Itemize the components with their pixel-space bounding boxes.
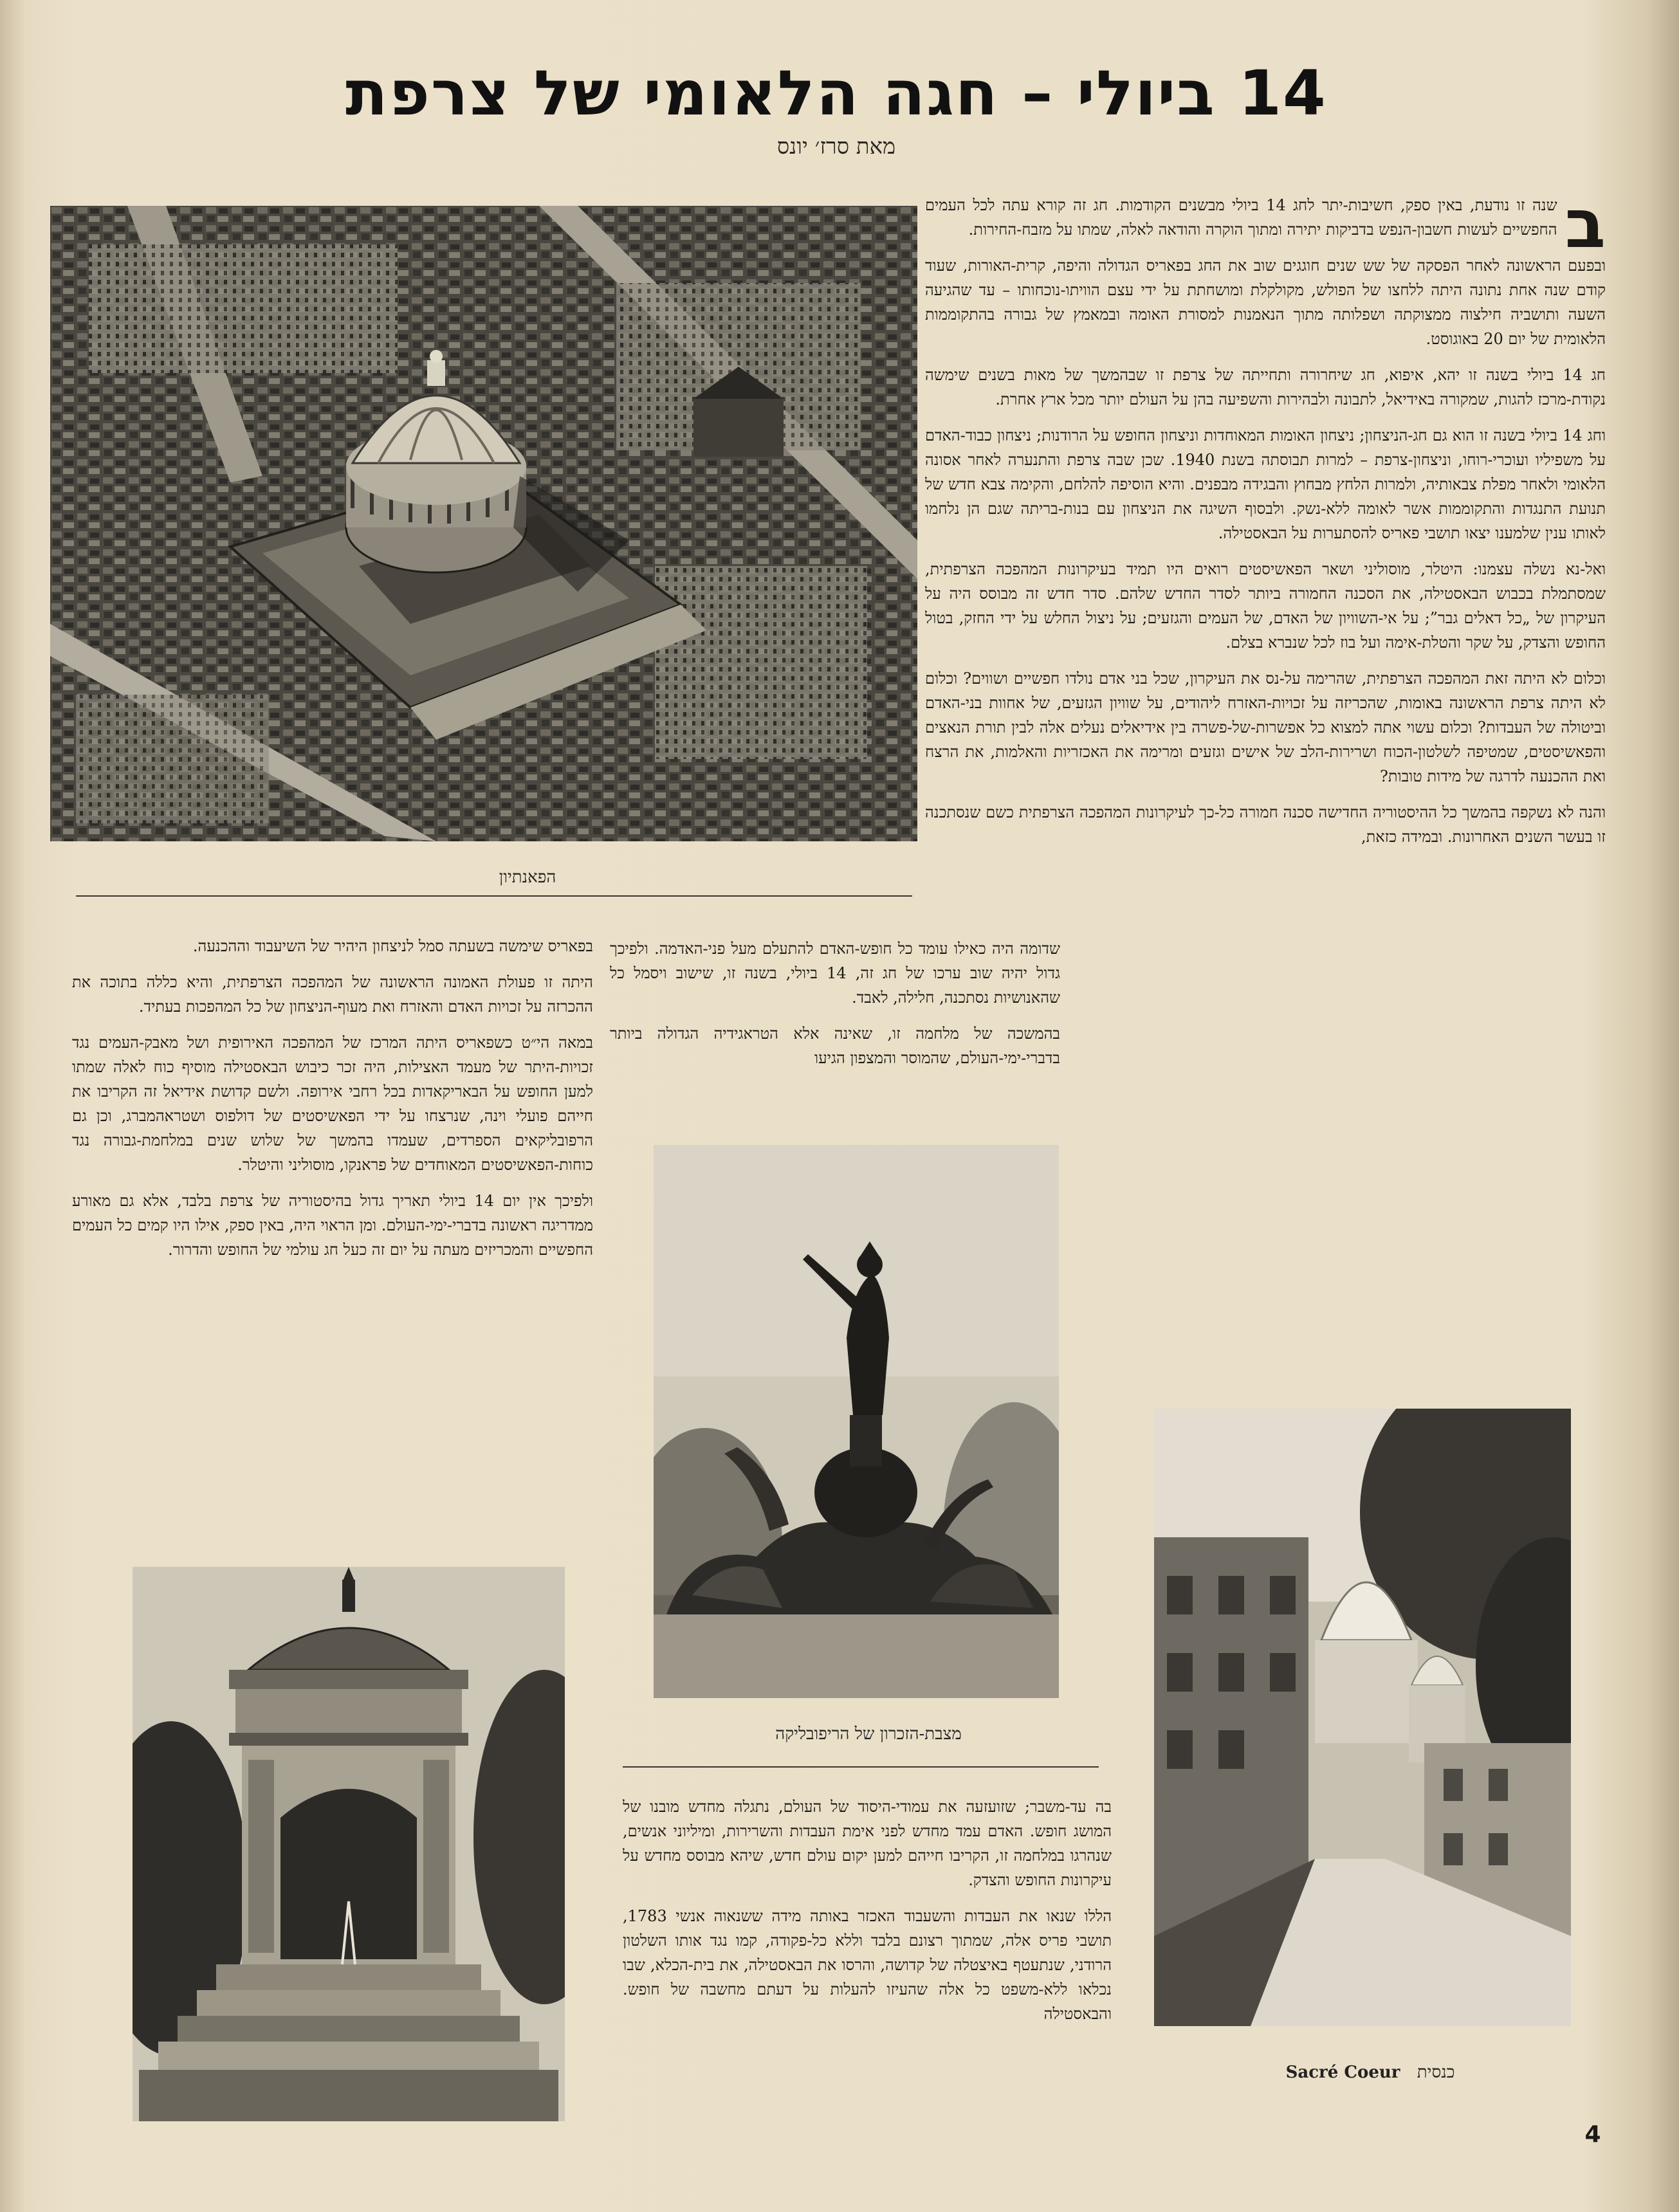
paragraph: בה עד-משבר; שזועזעה את עמודי-היסוד של העולם, נתגלה מחדש מובנו של המושג חופש. האדם עמד מחדש לפני אימת העבדות והשרירות, ומיליוני אנשים, שנהרגו במלחמה זו, הקריבו חייהם למען יקום עולם חדש, שיהא מבוסס מחדש על עיקרונות החופש והצדק. bbox=[623, 1798, 1112, 1889]
caption-monument: מצבת-הזכרון של הריפובליקה bbox=[775, 1724, 962, 1744]
paragraph: שנה זו נודעת, באין ספק, חשיבות-יתר לחג 14 ביולי מבשנים הקודמות. חג זה קורא עתה לכל העמים החפשיים לעשות חשבון-הנפש בדביקות יתירה ומתוך הוקרה והודאה לאלה, שמתו על מזבח-החירות. bbox=[925, 196, 1557, 239]
paragraph: בהמשכה של מלחמה זו, שאינה אלא הטראגידיה הגדולה ביותר בדברי-ימי-העולם, שהמוסר והמצפון הגיעו bbox=[610, 1025, 1060, 1067]
byline: מאת סרז׳ יונס bbox=[776, 134, 896, 160]
pantheon-aerial-photo bbox=[50, 206, 917, 841]
article-column-left bbox=[72, 934, 593, 1513]
paragraph: ואל-נא נשלה עצמנו: היטלר, מוסוליני ושאר הפאשיסטים רואים היו תמיד בעיקרונות המהפכה הצרפתית, שמסתמלת בכבוש הבאסטילה, את הסכנה החמורה ביותר לסדר החדש שלהם. סדר חדש זה מבוסס היה על העיקרון של „כל דאלים גבר”; על אי-השוויון של האדם, של העמים והגזעים; על ניצול החלש על ידי החזק, בטול החופש והצדק, על שקר והטלת-אימה ועל בוז לכל שנברא בצלם. bbox=[925, 560, 1606, 652]
caption-sacre-coeur-hebrew: כנסית bbox=[1417, 2063, 1455, 2082]
paragraph: ולפיכך אין יום 14 ביולי תאריך גדול בהיסטוריה של צרפת בלבד, אלא גם מאורע ממדריגה ראשונה בדברי-ימי-העולם. ומן הראוי היה, באין ספק, אילו היו קמים כל העמים החפשיים והמכריזים מעתה על יום זה כעל חג עולמי של החופש והדרור. bbox=[72, 1192, 593, 1259]
paragraph: היתה זו פעולת האמונה הראשונה של המהפכה הצרפתית, והיא כללה בתוכה את ההכרזה על זכויות האדם והאזרח ואת מעוף-הניצחון של כל המהפכות בעתיד. bbox=[72, 973, 593, 1016]
fountain-photo bbox=[133, 1567, 565, 2121]
paragraph: וכלום לא היתה זאת המהפכה הצרפתית, שהרימה על-נס את העיקרון, שכל בני אדם נולדו חפשיים ושווים? וכלום לא היתה צרפת הראשונה באומות, שהכריזה על זכויות-האזרח ליהודים, על שוויון הגזעים, של אחוות בני-האדם וביטולה של העבדות? וכלום עשוי אתה למצוא כל אפשרות-של-פשרה בין אידיאלים נעלים אלה לבין תורת הנאצים והפאשיסטים, שמטיפה לשלטון-הכוח ושרירות-הלב של אישים וגזעים ומרימה את האכזריות והאלמות, את הרצח ואת ההכנעה לדרגה של מידות טובות? bbox=[925, 670, 1606, 785]
divider-rule bbox=[76, 895, 912, 897]
caption-sacre-coeur bbox=[1222, 2060, 1518, 2085]
paragraph: חג 14 ביולי בשנה זו יהא, איפוא, חג שיחרורה ותחייתה של צרפת זו שבהמשך של מאות בשנים שימשה נקודת-מרכז להגות, שמקורה באידיאל, לתבונה ולבהירות והשפיעה בהן על העולם יותר מכל ארץ אחרת. bbox=[925, 366, 1606, 408]
caption-sacre-coeur-latin: Sacré Coeur bbox=[1285, 2063, 1400, 2082]
caption-pantheon: הפאנתיון bbox=[499, 868, 556, 887]
divider-rule bbox=[623, 1766, 1099, 1768]
paragraph: הללו שנאו את העבדות והשעבוד האכזר באותה מידה ששנאוה אנשי 1783, תושבי פריס אלה, שמתוך רצונם בלבד וללא כל-פקודה, קמו נגד אותו השלטון הרודני, שנתעטף באיצטלה של קדושה, והרסו את הבאסטילה, את בית-הכלא, שבו נכלאו ללא-משפט כל אלה שהעיזו להעלות על דעתם מחשבה של חופש. והבאסטילה bbox=[623, 1907, 1112, 2023]
article-column-middle-bottom bbox=[623, 1795, 1112, 2129]
paragraph: והנה לא נשקפה בהמשך כל ההיסטוריה החדישה סכנה חמורה כל-כך לעיקרונות המהפכה הצרפתית כשם שנסתכנה זו בעשר השנים האחרונות. ובמידה כזאת, bbox=[925, 803, 1606, 846]
drop-cap: ב bbox=[1564, 193, 1606, 263]
page-number: 4 bbox=[1584, 2121, 1601, 2148]
article-title: 14 ביולי – חגה הלאומי של צרפת bbox=[345, 57, 1327, 129]
paragraph: בפאריס שימשה בשעתה סמל לניצחון היהיר של השיעבוד וההכנעה. bbox=[192, 937, 593, 955]
sacre-coeur-photo bbox=[1154, 1409, 1571, 2026]
paragraph: וחג 14 ביולי בשנה זו הוא גם חג-הניצחון; ניצחון האומות המאוחדות וניצחון החופש על הרודנות; ניצחון כבוד-האדם על משפיליו ועוכרי-רוחו, וניצחון-צרפת – למרות תבוסתה בשנת 1940. שכן שבה צרפת והתנערה לאחר אסונה הלאומי ולאחר מפלת צבאותיה, ולמרות הלחץ מבחוץ והבגידה מבפנים. והיא הוסיפה להלחם, והקימה צבא חדש של תנועת התנגדות והתקוממות אשר לאומה ללא-נשק. ולבסוף השיגה את הניצחון עם בנות-בריתה שגם הן נלחמו לאותו ענין שלמענו יצאו תושבי פאריס להסתערות על הבאסטילה. bbox=[925, 426, 1606, 542]
monument-photo bbox=[654, 1145, 1059, 1698]
article-column-middle-top bbox=[610, 937, 1060, 1129]
paragraph: במאה הי״ט כשפאריס היתה המרכז של המהפכה האירופית ושל מאבק-העמים נגד זכויות-היתר של מעמד האצילות, היה זכר כיבוש הבאסטילה מוסיף כוח לאלה שמתו למען החופש על הבאריקאדות בכל רחבי אירופה. ולשם קדושת אידיאל זה הקריבו את חייהם פועלי וינה, שנרצחו על ידי הפאשיסטים של דולפוס ושטראהמברג, וכן גם הרפובליקאים הספרדים, שעמדו בהמשך של שלוש שנים במלחמת-גבורה נגד כוחות-הפאשיסטים המאוחדים של פראנקו, מוסוליני והיטלר. bbox=[72, 1034, 593, 1174]
paragraph: שדומה היה כאילו עומד כל חופש-האדם להתעלם מעל פני-האדמה. ולפיכך גדול יהיה שוב ערכו של חג זה, 14 ביולי, בשנה זו, שישוב ויסמל כל שהאנושיות נסתכנה, חלילה, לאבד. bbox=[610, 940, 1060, 1007]
paragraph: ובפעם הראשונה לאחר הפסקה של שש שנים חוגגים שוב את החג בפאריס הגדולה והיפה, קרית-האורות, שעוד קודם שנה אחת נתונה היתה ללחצו של הפולש, מקולקלת ומושחתת על ידי עצם הוויתו-נוכחותו – עד שהגיעה השעה ותושביה חילצוה ממצוקתה ושפלותה מתוך הנאמנות למסורת האומה ובמאמץ של גבורה בהתקוממות הלאומית של יום 20 באוגוסט. bbox=[925, 257, 1606, 348]
